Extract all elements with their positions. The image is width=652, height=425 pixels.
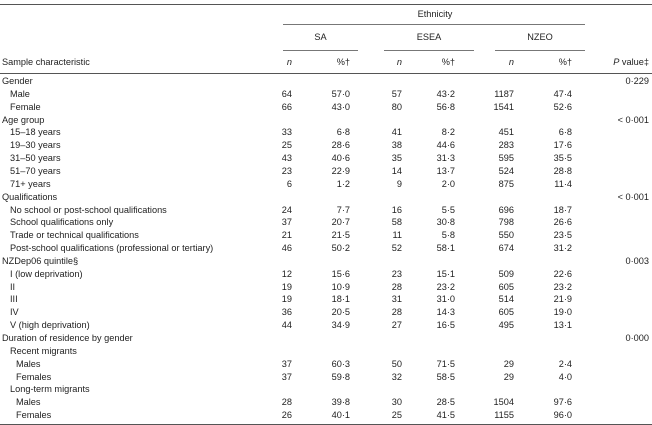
cell-pct-sa: 28·6	[331, 140, 350, 151]
row-label: II	[10, 281, 16, 292]
p-value-header	[590, 57, 649, 68]
pct-header-nzeo: %†	[558, 57, 572, 67]
cell-n-sa: 28	[281, 397, 292, 408]
row-label: Age group	[2, 114, 45, 125]
cell-pct-nzeo: 21·9	[553, 294, 572, 305]
cell-n-esea: 32	[391, 371, 402, 382]
cell-pct-esea: 41·5	[436, 410, 455, 421]
cell-n-sa: 19	[281, 281, 292, 292]
cell-pct-sa: 43·0	[331, 101, 350, 112]
cell-n-esea: 9	[396, 178, 402, 189]
cell-pct-esea: 2·0	[441, 178, 455, 189]
cell-n-esea: 16	[391, 204, 402, 215]
cell-n-esea: 57	[391, 88, 402, 99]
cell-n-sa: 12	[281, 268, 292, 279]
row-label: 19–30 years	[10, 140, 61, 151]
cell-n-nzeo: 29	[503, 371, 514, 382]
cell-pct-nzeo: 23·2	[553, 281, 572, 292]
ethnicity-header: Ethnicity	[417, 9, 453, 19]
group-header-esea: ESEA	[416, 32, 442, 42]
cell-n-nzeo: 875	[498, 178, 514, 189]
cell-n-sa: 33	[281, 127, 292, 138]
n-header-sa: n	[286, 57, 292, 67]
row-label: I (low deprivation)	[10, 268, 83, 279]
cell-n-sa: 25	[281, 140, 292, 151]
row-label: IV	[10, 307, 19, 318]
cell-n-sa: 21	[281, 230, 292, 241]
cell-pct-sa: 20·5	[331, 307, 350, 318]
cell-pct-esea: 43·2	[436, 88, 455, 99]
pct-header-esea: %†	[441, 57, 455, 67]
cell-n-esea: 25	[391, 410, 402, 421]
cell-pct-nzeo: 6·8	[558, 127, 572, 138]
cell-pct-nzeo: 11·4	[554, 178, 572, 189]
cell-n-nzeo: 798	[498, 217, 514, 228]
header-rule	[0, 73, 652, 74]
n-header-esea: n	[396, 57, 402, 67]
cell-pct-esea: 31·3	[436, 153, 455, 164]
cell-pct-sa: 57·0	[331, 88, 350, 99]
row-label: Trade or technical qualifications	[10, 230, 139, 241]
cell-pct-esea: 56·8	[436, 101, 455, 112]
cell-pct-nzeo: 35·5	[553, 153, 572, 164]
cell-pct-nzeo: 52·6	[553, 101, 572, 112]
group-rule-nzeo	[495, 50, 585, 51]
row-label: Males	[16, 397, 41, 408]
cell-n-nzeo: 1155	[494, 410, 514, 421]
cell-n-nzeo: 29	[503, 358, 514, 369]
top-rule	[0, 4, 652, 5]
cell-n-sa: 37	[281, 358, 292, 369]
cell-n-sa: 36	[281, 307, 292, 318]
row-label: 31–50 years	[10, 153, 61, 164]
cell-pct-sa: 34·9	[331, 320, 350, 331]
cell-n-nzeo: 1187	[494, 88, 514, 99]
p-value-header-rest: value‡	[619, 57, 649, 67]
cell-pct-nzeo: 19·0	[553, 307, 572, 318]
cell-pct-sa: 60·3	[331, 358, 350, 369]
cell-pct-sa: 1·2	[336, 178, 350, 189]
cell-n-esea: 28	[391, 281, 402, 292]
row-label: Gender	[2, 76, 33, 86]
cell-n-sa: 37	[281, 217, 292, 228]
cell-n-esea: 14	[391, 165, 402, 176]
row-label: Post-school qualifications (professional or tertiary)	[10, 243, 214, 254]
cell-n-esea: 11	[392, 230, 402, 241]
cell-pct-nzeo: 13·1	[553, 320, 572, 331]
cell-n-esea: 23	[391, 268, 402, 279]
cell-pct-sa: 7·7	[336, 204, 350, 215]
cell-n-esea: 28	[391, 307, 402, 318]
n-header-nzeo: n	[508, 57, 514, 67]
cell-n-nzeo: 605	[498, 307, 514, 318]
cell-pct-sa: 15·6	[331, 268, 350, 279]
cell-n-sa: 46	[281, 243, 292, 254]
cell-n-nzeo: 514	[498, 294, 514, 305]
row-label: 71+ years	[10, 178, 51, 189]
cell-pct-esea: 58·1	[436, 243, 455, 254]
cell-n-sa: 6	[286, 178, 292, 189]
cell-pct-nzeo: 18·7	[553, 204, 572, 215]
cell-pct-esea: 31·0	[436, 294, 455, 305]
cell-n-sa: 19	[281, 294, 292, 305]
cell-pct-nzeo: 26·6	[553, 217, 572, 228]
cell-pct-nzeo: 96·0	[553, 410, 572, 421]
cell-n-sa: 23	[281, 165, 292, 176]
cell-pct-esea: 44·6	[436, 140, 455, 151]
cell-n-nzeo: 696	[498, 204, 514, 215]
cell-n-nzeo: 1504	[493, 397, 514, 408]
p-value: 0·003	[625, 255, 649, 266]
cell-pct-sa: 40·6	[331, 153, 350, 164]
row-label: NZDep06 quintile§	[2, 255, 79, 266]
cell-pct-nzeo: 97·6	[553, 397, 572, 408]
cell-pct-sa: 39·8	[331, 397, 350, 408]
cell-pct-sa: 10·9	[331, 281, 350, 292]
row-label: Female	[10, 101, 41, 112]
cell-pct-sa: 6·8	[336, 127, 350, 138]
row-label: Recent migrants	[10, 345, 77, 356]
row-label: Males	[16, 358, 41, 369]
group-header-nzeo: NZEO	[527, 32, 553, 42]
cell-n-nzeo: 524	[498, 165, 514, 176]
row-label: Qualifications	[2, 191, 58, 202]
group-rule-sa	[283, 50, 358, 51]
cell-pct-nzeo: 28·8	[553, 165, 572, 176]
cell-pct-esea: 8·2	[441, 127, 455, 138]
cell-n-sa: 43	[281, 153, 292, 164]
row-label: Females	[16, 371, 52, 382]
cell-n-esea: 27	[391, 320, 402, 331]
group-header-sa: SA	[314, 32, 327, 42]
cell-n-esea: 50	[391, 358, 402, 369]
p-value: < 0·001	[617, 191, 649, 202]
row-label: Duration of residence by gender	[2, 333, 133, 343]
row-label: 15–18 years	[10, 127, 61, 138]
cell-pct-esea: 28·5	[436, 397, 455, 408]
cell-pct-nzeo: 22·6	[553, 268, 572, 279]
cell-n-esea: 31	[391, 294, 402, 305]
cell-n-nzeo: 495	[498, 320, 514, 331]
cell-n-nzeo: 595	[498, 153, 514, 164]
cell-n-esea: 38	[391, 140, 402, 151]
cell-pct-esea: 5·5	[441, 204, 455, 215]
cell-pct-nzeo: 31·2	[553, 243, 572, 254]
cell-pct-nzeo: 23·5	[553, 230, 572, 241]
p-value: < 0·001	[617, 114, 649, 125]
cell-pct-nzeo: 2·4	[558, 358, 572, 369]
cell-n-sa: 44	[281, 320, 292, 331]
cell-pct-esea: 58·5	[436, 371, 455, 382]
row-label: No school or post-school qualifications	[10, 204, 167, 215]
cell-pct-sa: 21·5	[331, 230, 350, 241]
cell-pct-nzeo: 17·6	[553, 140, 572, 151]
row-label: Females	[16, 410, 52, 421]
cell-pct-esea: 5·8	[441, 230, 455, 241]
cell-n-nzeo: 1541	[493, 101, 514, 112]
cell-n-esea: 35	[391, 153, 402, 164]
cell-pct-nzeo: 47·4	[553, 88, 572, 99]
cell-n-sa: 64	[281, 88, 292, 99]
cell-pct-sa: 59·8	[331, 371, 350, 382]
cell-n-nzeo: 605	[498, 281, 514, 292]
cell-pct-sa: 22·9	[331, 165, 350, 176]
cell-n-sa: 66	[281, 101, 292, 112]
sample-characteristic-header: Sample characteristic	[2, 57, 90, 67]
cell-n-nzeo: 509	[498, 268, 514, 279]
cell-n-nzeo: 283	[498, 140, 514, 151]
pct-header-sa: %†	[336, 57, 350, 67]
cell-n-sa: 26	[281, 410, 292, 421]
cell-pct-sa: 50·2	[331, 243, 350, 254]
cell-pct-esea: 15·1	[436, 268, 455, 279]
cell-pct-esea: 13·7	[436, 165, 455, 176]
row-label: School qualifications only	[10, 217, 114, 228]
cell-n-sa: 37	[281, 371, 292, 382]
cell-n-esea: 58	[391, 217, 402, 228]
row-label: V (high deprivation)	[10, 320, 90, 331]
cell-n-esea: 41	[391, 127, 402, 138]
cell-n-nzeo: 451	[498, 127, 514, 138]
cell-n-esea: 52	[391, 243, 402, 254]
cell-pct-esea: 71·5	[436, 358, 455, 369]
row-label: Long-term migrants	[10, 384, 90, 395]
row-label: Male	[10, 88, 30, 99]
cell-pct-sa: 40·1	[331, 410, 350, 421]
cell-pct-esea: 23·2	[436, 281, 455, 292]
p-value: 0·000	[625, 333, 649, 343]
ethnicity-rule	[283, 24, 585, 25]
cell-pct-sa: 20·7	[331, 217, 350, 228]
cell-pct-esea: 30·8	[436, 217, 455, 228]
row-label: 51–70 years	[10, 165, 61, 176]
row-label: III	[10, 294, 18, 305]
cell-n-nzeo: 674	[498, 243, 514, 254]
p-value: 0·229	[625, 76, 649, 86]
group-rule-esea	[384, 50, 474, 51]
cell-pct-nzeo: 4·0	[558, 371, 572, 382]
cell-pct-esea: 16·5	[436, 320, 455, 331]
cell-n-esea: 30	[391, 397, 402, 408]
p-value-header-p: P	[613, 57, 620, 67]
cell-pct-sa: 18·1	[331, 294, 350, 305]
cell-pct-esea: 14·3	[436, 307, 455, 318]
cell-n-sa: 24	[281, 204, 292, 215]
cell-n-nzeo: 550	[498, 230, 514, 241]
cell-n-esea: 80	[391, 101, 402, 112]
